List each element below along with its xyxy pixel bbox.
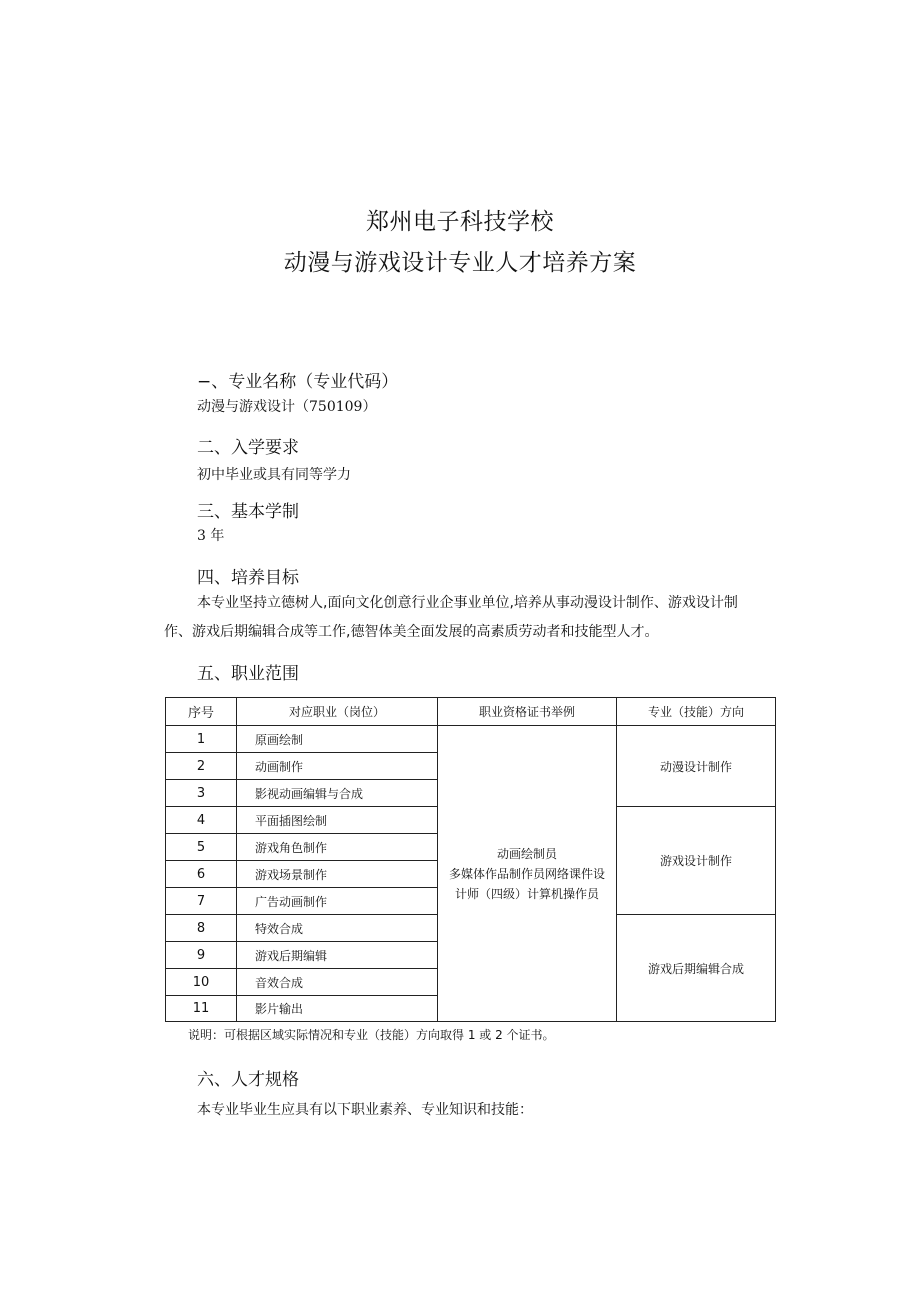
career-table bbox=[165, 697, 776, 1022]
direction-game-design: 游戏设计制作 bbox=[617, 807, 776, 915]
table-note: 说明：可根据区域实际情况和专业（技能）方向取得 1 或 2 个证书。 bbox=[188, 1028, 555, 1042]
row-occupation: 影视动画编辑与合成 bbox=[237, 780, 438, 807]
section-5-heading: 五、职业范围 bbox=[197, 664, 299, 684]
row-occupation: 平面插图绘制 bbox=[237, 807, 438, 834]
row-occupation: 游戏场景制作 bbox=[237, 861, 438, 888]
row-number: 1 bbox=[166, 726, 237, 753]
section-3-text: 3 年 bbox=[197, 528, 225, 544]
row-number: 6 bbox=[166, 861, 237, 888]
row-number: 9 bbox=[166, 942, 237, 969]
direction-post-editing: 游戏后期编辑合成 bbox=[617, 915, 776, 1022]
row-occupation: 动画制作 bbox=[237, 753, 438, 780]
row-number: 7 bbox=[166, 888, 237, 915]
certificate-line: 计师（四级）计算机操作员 bbox=[454, 886, 599, 901]
header-occupation: 对应职业（岗位） bbox=[237, 698, 438, 726]
section-1-heading: −、专业名称（专业代码） bbox=[197, 372, 399, 392]
section-6-text: 本专业毕业生应具有以下职业素养、专业知识和技能： bbox=[197, 1102, 533, 1118]
section-2-text: 初中毕业或具有同等学力 bbox=[197, 467, 351, 483]
table-header-row bbox=[166, 698, 776, 726]
header-number: 序号 bbox=[166, 698, 237, 726]
row-number: 5 bbox=[166, 834, 237, 861]
row-occupation: 游戏角色制作 bbox=[237, 834, 438, 861]
row-number: 11 bbox=[166, 996, 237, 1022]
section-4-paragraph: 本专业坚持立德树人,面向文化创意行业企事业单位,培养从事动漫设计制作、游戏设计制作、游戏后期编辑合成等工作,德智体美全面发展的高素质劳动者和技能型人才。 bbox=[164, 595, 738, 640]
document-title: 动漫与游戏设计专业人才培养方案 bbox=[283, 250, 637, 276]
school-name: 郑州电子科技学校 bbox=[366, 209, 554, 235]
row-number: 3 bbox=[166, 780, 237, 807]
row-number: 4 bbox=[166, 807, 237, 834]
row-occupation: 游戏后期编辑 bbox=[237, 942, 438, 969]
row-number: 8 bbox=[166, 915, 237, 942]
table-row bbox=[166, 726, 776, 753]
section-1-text: 动漫与游戏设计（750109） bbox=[197, 399, 377, 415]
certificate-line: 动画绘制员 bbox=[496, 846, 557, 861]
section-4-heading: 四、培养目标 bbox=[197, 568, 299, 588]
row-occupation: 广告动画制作 bbox=[237, 888, 438, 915]
certificate-cell bbox=[438, 726, 617, 1022]
section-2-heading: 二、入学要求 bbox=[197, 438, 299, 458]
row-occupation: 原画绘制 bbox=[237, 726, 438, 753]
section-6-heading: 六、人才规格 bbox=[197, 1070, 299, 1090]
row-occupation: 特效合成 bbox=[237, 915, 438, 942]
header-certificate: 职业资格证书举例 bbox=[438, 698, 617, 726]
row-occupation: 音效合成 bbox=[237, 969, 438, 996]
direction-animation: 动漫设计制作 bbox=[617, 726, 776, 807]
certificate-line: 多媒体作品制作员网络课件设 bbox=[448, 866, 605, 881]
row-number: 2 bbox=[166, 753, 237, 780]
header-direction: 专业（技能）方向 bbox=[617, 698, 776, 726]
row-occupation: 影片输出 bbox=[237, 996, 438, 1022]
section-3-heading: 三、基本学制 bbox=[197, 502, 299, 522]
row-number: 10 bbox=[166, 969, 237, 996]
